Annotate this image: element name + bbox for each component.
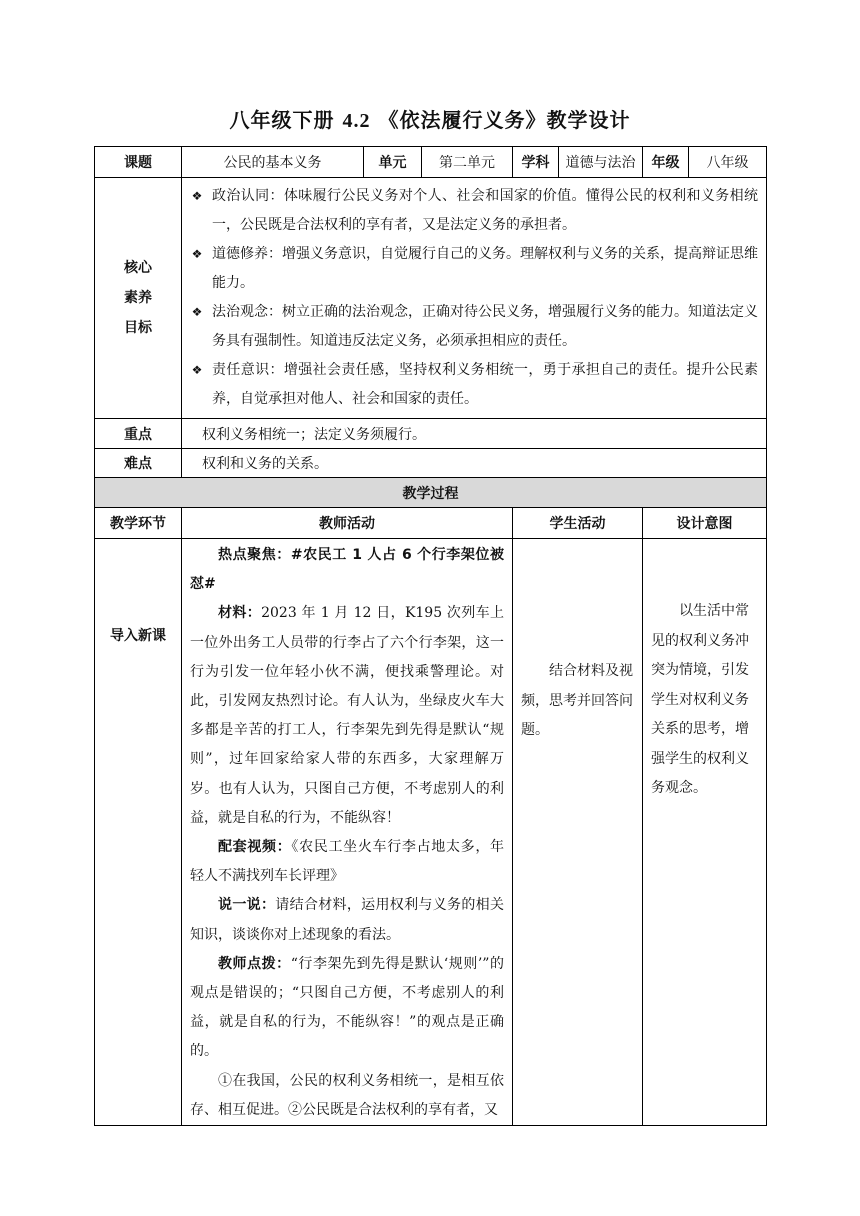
info-row	[95, 147, 767, 178]
goal-item	[182, 298, 758, 356]
say-label: 说一说：	[218, 897, 276, 914]
goal-text: 政治认同：体味履行公民义务对个人、社会和国家的价值。懂得公民的权利和义务相统一，公民既是合法权利的享有者，又是法定义务的承担者。	[212, 188, 758, 233]
grade-label: 年级	[643, 147, 689, 178]
design-intent	[643, 539, 767, 1126]
process-section-row	[95, 478, 767, 508]
goal-item	[182, 240, 758, 298]
material-label: 材料：	[218, 605, 262, 622]
tip-label: 教师点拨：	[218, 955, 291, 972]
goal-text: 法治观念：树立正确的法治观念，正确对待公民义务，增强履行义务的能力。知道法定义务具有强制性。知道违反法定义务，必须承担相应的责任。	[212, 304, 758, 349]
tip-text: “行李架先到先得是默认‘规则’”的观点是错误的；“只图自己方便，不考虑别人的利益，就是自私的行为，不能纵容！”的观点是正确的。	[190, 955, 505, 1060]
teacher-activity	[182, 539, 513, 1126]
video-text: 《农民工坐火车行李占地太多，年轻人不满找列车长评理》	[190, 839, 504, 885]
tip-paragraph	[190, 950, 504, 1067]
say-text: 请结合材料，运用权利与义务的相关知识，谈谈你对上述现象的看法。	[190, 897, 505, 943]
process-header-row	[95, 508, 767, 539]
design-header: 设计意图	[643, 508, 767, 539]
course-value: 公民的基本义务	[182, 147, 364, 178]
material-paragraph	[190, 599, 504, 833]
design-text: 以生活中常见的权利义务冲突为情境，引发学生对权利义务关系的思考，增强学生的权利义务观念。	[651, 603, 749, 796]
say-paragraph	[190, 891, 504, 949]
key-point-value: 权利义务相统一；法定义务须履行。	[182, 419, 767, 449]
goal-item	[182, 356, 758, 414]
video-paragraph	[190, 833, 504, 891]
title-part1: 八年级下册	[229, 108, 335, 132]
core-goals-label-line: 目标	[124, 320, 152, 336]
process-row	[95, 539, 767, 1126]
core-goals-label	[95, 178, 182, 419]
core-goals-label-line: 素养	[124, 290, 152, 306]
difficult-point-row	[95, 449, 767, 478]
difficult-point-value: 权利和义务的关系。	[182, 449, 767, 478]
lesson-plan-table	[94, 146, 767, 1126]
title-number: 4.2	[342, 110, 371, 132]
diamond-bullet-icon: ❖	[191, 363, 203, 377]
grade-value: 八年级	[689, 147, 767, 178]
hotspot-paragraph	[190, 541, 504, 599]
goal-text: 道德修养：增强义务意识，自觉履行自己的义务。理解权利与义务的关系，提高辩证思维能力。	[212, 246, 758, 291]
video-label: 配套视频：	[218, 839, 292, 856]
title-part2: 《依法履行义务》教学设计	[378, 108, 631, 132]
diamond-bullet-icon: ❖	[191, 305, 203, 319]
core-goals-label-line: 核心	[124, 260, 152, 276]
goal-text: 责任意识：增强社会责任感，坚持权利义务相统一，勇于承担自己的责任。提升公民素养，自觉承担对他人、社会和国家的责任。	[212, 362, 758, 407]
subject-label: 学科	[513, 147, 559, 178]
student-activity	[513, 539, 643, 1126]
hotspot-label: 热点聚焦：#农民工 1 人占 6 个行李架位被怼#	[190, 547, 504, 593]
page-title	[0, 104, 860, 133]
unit-value: 第二单元	[422, 147, 513, 178]
core-goals-content	[182, 178, 767, 419]
stage-header: 教学环节	[95, 508, 182, 539]
subject-value: 道德与法治	[559, 147, 643, 178]
unit-label: 单元	[364, 147, 422, 178]
student-text: 结合材料及视频，思考并回答问题。	[521, 663, 633, 738]
material-text: 2023 年 1 月 12 日，K195 次列车上一位外出务工人员带的行李占了六个行李架，这一行为引发一位年轻小伙不满，便找乘警理论。对此，引发网友热烈讨论。有人认为，坐绿皮火车大多都是辛苦的打工人，行李架先到先得是默认“规则”，过年回家给家人带的东西多，大家理解万岁。也有人认为，只图自己方便，不考虑别人的利益，就是自私的行为，不能纵容！	[190, 605, 505, 826]
point-paragraph: ①在我国，公民的权利义务相统一，是相互依存、相互促进。②公民既是合法权利的享有者，又	[190, 1072, 504, 1118]
key-point-row	[95, 419, 767, 449]
course-label: 课题	[95, 147, 182, 178]
goal-item	[182, 182, 758, 240]
teacher-header: 教师活动	[182, 508, 513, 539]
difficult-point-label: 难点	[95, 449, 182, 478]
key-point-label: 重点	[95, 419, 182, 449]
stage-name: 导入新课	[95, 539, 182, 1126]
diamond-bullet-icon: ❖	[191, 189, 203, 203]
process-section-title: 教学过程	[95, 478, 767, 508]
student-header: 学生活动	[513, 508, 643, 539]
core-goals-row	[95, 178, 767, 419]
diamond-bullet-icon: ❖	[191, 247, 203, 261]
